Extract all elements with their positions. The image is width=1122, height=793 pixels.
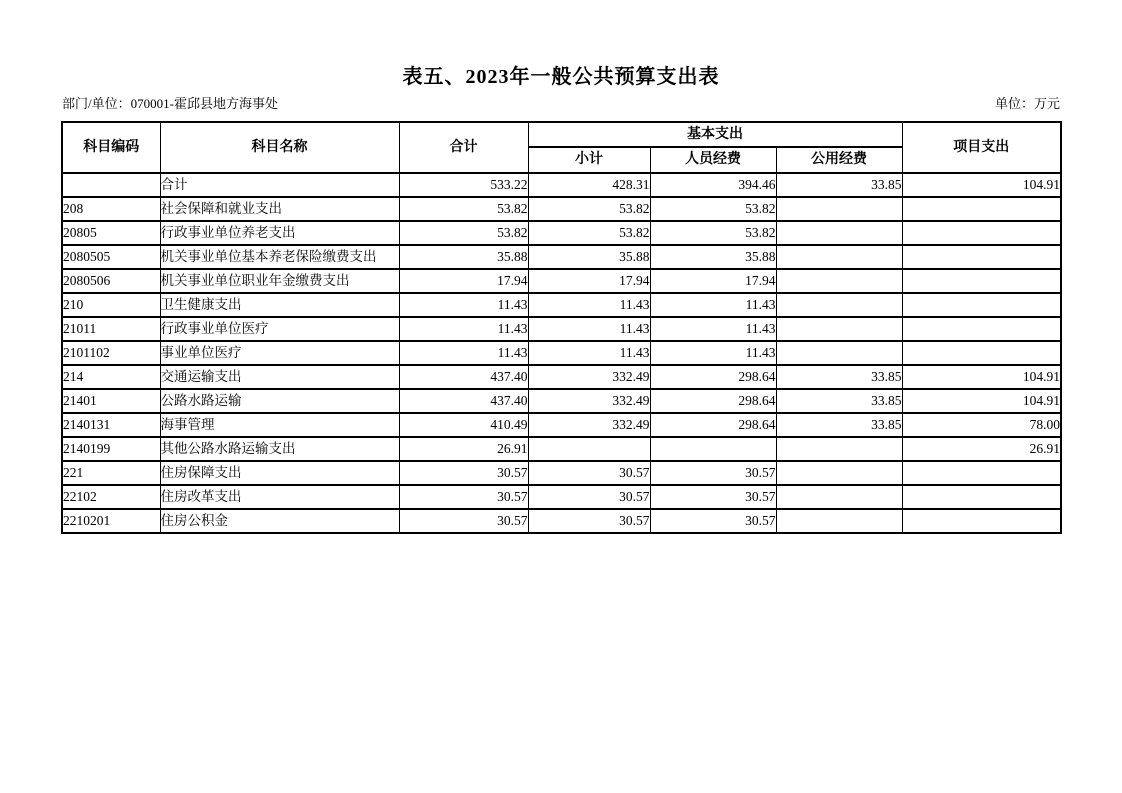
- page-title: 表五、2023年一般公共预算支出表: [402, 66, 720, 88]
- total-cell: 35.88: [399, 245, 528, 269]
- basic-subtotal-cell: 332.49: [528, 389, 650, 413]
- col-header-subject-code: 科目编码: [62, 122, 160, 173]
- table-row: [62, 365, 1061, 389]
- subject-code-cell: 2080506: [62, 269, 160, 293]
- personnel-funds-cell: 394.46: [650, 173, 776, 197]
- total-cell: 11.43: [399, 317, 528, 341]
- total-cell: 11.43: [399, 341, 528, 365]
- total-cell: 26.91: [399, 437, 528, 461]
- project-expenditure-cell: [902, 317, 1061, 341]
- table-body: [62, 173, 1061, 533]
- personnel-funds-cell: 53.82: [650, 221, 776, 245]
- table-header: [62, 122, 1061, 173]
- subject-name-cell: 行政事业单位养老支出: [160, 221, 399, 245]
- subject-name-cell: 机关事业单位职业年金缴费支出: [160, 269, 399, 293]
- basic-subtotal-cell: 332.49: [528, 413, 650, 437]
- basic-subtotal-cell: 30.57: [528, 509, 650, 533]
- subject-code-cell: 22102: [62, 485, 160, 509]
- col-header-public-funds: 公用经费: [776, 147, 902, 173]
- subject-code-cell: 214: [62, 365, 160, 389]
- basic-subtotal-cell: 30.57: [528, 485, 650, 509]
- subject-name-cell: 事业单位医疗: [160, 341, 399, 365]
- project-expenditure-cell: 104.91: [902, 389, 1061, 413]
- total-cell: 410.49: [399, 413, 528, 437]
- personnel-funds-cell: 298.64: [650, 413, 776, 437]
- personnel-funds-cell: 35.88: [650, 245, 776, 269]
- basic-subtotal-cell: 11.43: [528, 317, 650, 341]
- total-cell: 437.40: [399, 365, 528, 389]
- project-expenditure-cell: [902, 293, 1061, 317]
- col-header-basic-subtotal: 小计: [528, 147, 650, 173]
- personnel-funds-cell: 30.57: [650, 461, 776, 485]
- project-expenditure-cell: 104.91: [902, 365, 1061, 389]
- table-row: [62, 509, 1061, 533]
- table-row: [62, 413, 1061, 437]
- public-funds-cell: [776, 221, 902, 245]
- total-cell: 30.57: [399, 509, 528, 533]
- table-row-grand-total: [62, 173, 1061, 197]
- table-row: [62, 341, 1061, 365]
- table-row: [62, 197, 1061, 221]
- personnel-funds-cell: 11.43: [650, 317, 776, 341]
- basic-subtotal-cell: 35.88: [528, 245, 650, 269]
- table-row: [62, 461, 1061, 485]
- subject-name-cell: 机关事业单位基本养老保险缴费支出: [160, 245, 399, 269]
- subject-code-cell: 2140131: [62, 413, 160, 437]
- col-header-personnel-funds: 人员经费: [650, 147, 776, 173]
- subject-code-cell: 2101102: [62, 341, 160, 365]
- basic-subtotal-cell: 30.57: [528, 461, 650, 485]
- project-expenditure-cell: [902, 197, 1061, 221]
- total-cell: 533.22: [399, 173, 528, 197]
- table-row: [62, 437, 1061, 461]
- personnel-funds-cell: 53.82: [650, 197, 776, 221]
- subject-name-cell: 交通运输支出: [160, 365, 399, 389]
- subject-name-cell: 合计: [160, 173, 399, 197]
- total-cell: 437.40: [399, 389, 528, 413]
- subject-name-cell: 海事管理: [160, 413, 399, 437]
- public-funds-cell: 33.85: [776, 389, 902, 413]
- subject-name-cell: 住房改革支出: [160, 485, 399, 509]
- project-expenditure-cell: [902, 341, 1061, 365]
- table-row: [62, 245, 1061, 269]
- personnel-funds-cell: 30.57: [650, 485, 776, 509]
- personnel-funds-cell: 11.43: [650, 293, 776, 317]
- project-expenditure-cell: [902, 485, 1061, 509]
- project-expenditure-cell: 26.91: [902, 437, 1061, 461]
- subject-name-cell: 卫生健康支出: [160, 293, 399, 317]
- project-expenditure-cell: 78.00: [902, 413, 1061, 437]
- table-row: [62, 389, 1061, 413]
- subject-code-cell: 21011: [62, 317, 160, 341]
- public-funds-cell: [776, 197, 902, 221]
- public-funds-cell: [776, 509, 902, 533]
- total-cell: 53.82: [399, 197, 528, 221]
- table-row: [62, 317, 1061, 341]
- department-unit-label: 部门/单位：070001-霍邱县地方海事处: [62, 96, 278, 111]
- total-cell: 17.94: [399, 269, 528, 293]
- subject-name-cell: 公路水路运输: [160, 389, 399, 413]
- col-header-project-expenditure: 项目支出: [902, 122, 1061, 173]
- subject-code-cell: [62, 173, 160, 197]
- table-row: [62, 293, 1061, 317]
- basic-subtotal-cell: [528, 437, 650, 461]
- public-funds-cell: [776, 245, 902, 269]
- public-funds-cell: 33.85: [776, 173, 902, 197]
- public-funds-cell: [776, 461, 902, 485]
- subject-code-cell: 2080505: [62, 245, 160, 269]
- budget-expenditure-table: [61, 121, 1062, 534]
- total-cell: 30.57: [399, 485, 528, 509]
- subject-name-cell: 住房保障支出: [160, 461, 399, 485]
- subject-code-cell: 208: [62, 197, 160, 221]
- basic-subtotal-cell: 53.82: [528, 221, 650, 245]
- personnel-funds-cell: 298.64: [650, 389, 776, 413]
- basic-subtotal-cell: 11.43: [528, 293, 650, 317]
- currency-unit-label: 单位：万元: [994, 96, 1060, 111]
- public-funds-cell: 33.85: [776, 365, 902, 389]
- public-funds-cell: [776, 269, 902, 293]
- subject-code-cell: 20805: [62, 221, 160, 245]
- subject-code-cell: 2210201: [62, 509, 160, 533]
- project-expenditure-cell: [902, 245, 1061, 269]
- public-funds-cell: [776, 437, 902, 461]
- table-row: [62, 269, 1061, 293]
- col-header-subject-name: 科目名称: [160, 122, 399, 173]
- subject-code-cell: 21401: [62, 389, 160, 413]
- project-expenditure-cell: [902, 269, 1061, 293]
- public-funds-cell: 33.85: [776, 413, 902, 437]
- subject-name-cell: 社会保障和就业支出: [160, 197, 399, 221]
- subject-code-cell: 210: [62, 293, 160, 317]
- subject-name-cell: 行政事业单位医疗: [160, 317, 399, 341]
- basic-subtotal-cell: 428.31: [528, 173, 650, 197]
- subject-name-cell: 住房公积金: [160, 509, 399, 533]
- col-header-basic-expenditure: 基本支出: [528, 122, 902, 147]
- total-cell: 11.43: [399, 293, 528, 317]
- personnel-funds-cell: 298.64: [650, 365, 776, 389]
- table-row: [62, 485, 1061, 509]
- personnel-funds-cell: [650, 437, 776, 461]
- project-expenditure-cell: [902, 509, 1061, 533]
- project-expenditure-cell: 104.91: [902, 173, 1061, 197]
- col-header-total: 合计: [399, 122, 528, 173]
- basic-subtotal-cell: 17.94: [528, 269, 650, 293]
- personnel-funds-cell: 30.57: [650, 509, 776, 533]
- basic-subtotal-cell: 11.43: [528, 341, 650, 365]
- public-funds-cell: [776, 485, 902, 509]
- personnel-funds-cell: 17.94: [650, 269, 776, 293]
- public-funds-cell: [776, 317, 902, 341]
- subject-code-cell: 221: [62, 461, 160, 485]
- subject-code-cell: 2140199: [62, 437, 160, 461]
- basic-subtotal-cell: 332.49: [528, 365, 650, 389]
- subject-name-cell: 其他公路水路运输支出: [160, 437, 399, 461]
- project-expenditure-cell: [902, 221, 1061, 245]
- table-row: [62, 221, 1061, 245]
- public-funds-cell: [776, 293, 902, 317]
- basic-subtotal-cell: 53.82: [528, 197, 650, 221]
- project-expenditure-cell: [902, 461, 1061, 485]
- personnel-funds-cell: 11.43: [650, 341, 776, 365]
- total-cell: 30.57: [399, 461, 528, 485]
- total-cell: 53.82: [399, 221, 528, 245]
- meta-row: [62, 96, 1060, 112]
- public-funds-cell: [776, 341, 902, 365]
